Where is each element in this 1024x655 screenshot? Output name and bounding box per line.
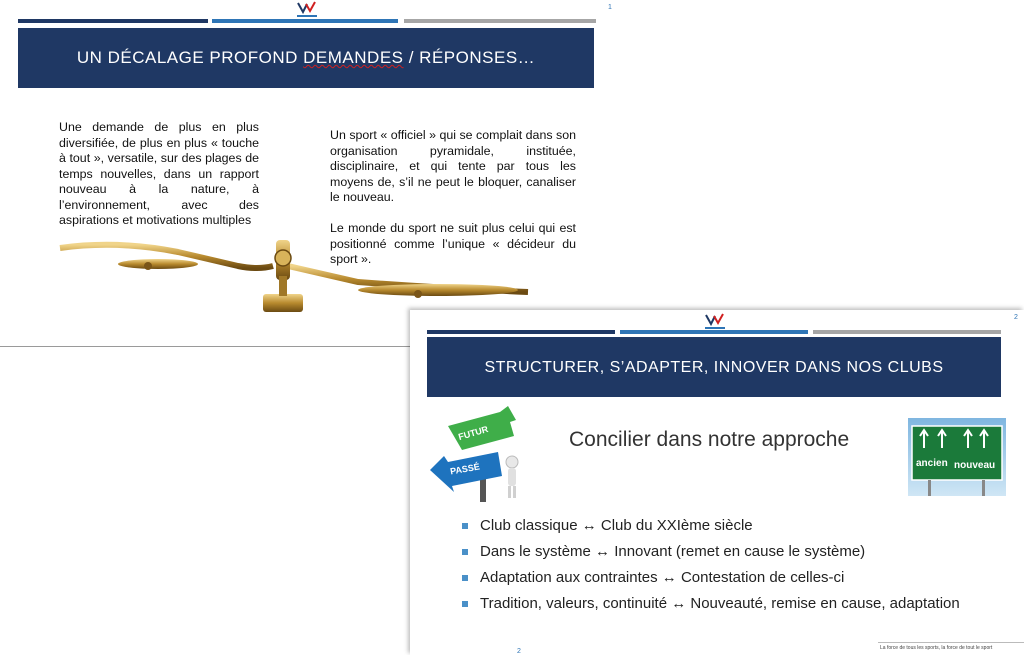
- page-number-top: 2: [1014, 314, 1018, 321]
- list-item: [462, 513, 960, 539]
- futur-label: FUTUR: [457, 423, 490, 443]
- slide-1[interactable]: [0, 0, 616, 346]
- right-paragraph-1: Un sport « officiel » qui se complait dans son organisation pyramidale, instituée, disciplinaire, et qui tente par tous les moyens de, s’il ne peut le bloquer, canaliser le nouveau.: [330, 128, 576, 204]
- top-bar-dark: [18, 19, 208, 23]
- footer-text: La force de tous les sports, la force de tout le sport: [880, 645, 993, 651]
- list-item: [462, 539, 960, 565]
- bullet-text: Tradition, valeurs, continuité ↔ Nouveauté, remise en cause, adaptation: [480, 595, 960, 612]
- footer-rule: [878, 642, 1024, 643]
- list-item: [462, 591, 960, 617]
- slide-title: [18, 28, 594, 88]
- bullet-text: Club classique ↔ Club du XXIème siècle: [480, 517, 753, 534]
- bullet-list: [462, 513, 960, 617]
- road-sign-image: [908, 418, 1006, 496]
- road-sign-nouveau: nouveau: [954, 460, 996, 471]
- slide-2[interactable]: [410, 310, 1024, 655]
- top-bar-gray: [404, 19, 596, 23]
- bullet-square-icon: [462, 523, 468, 529]
- road-sign-ancien: ancien: [916, 458, 948, 469]
- top-bar-dark: [427, 330, 615, 334]
- slide-title: STRUCTURER, S’ADAPTER, INNOVER DANS NOS CLUBS: [427, 337, 1001, 397]
- futur-passe-arrows-image: [428, 404, 526, 506]
- bullet-square-icon: [462, 549, 468, 555]
- left-paragraph: Une demande de plus en plus diversifiée, de plus en plus « touche à tout », versatile, sur des plages de temps nouvelles, dans un rapport nouveau à la nature, à l’environnement, avec des aspirations et motivations multiples: [59, 120, 259, 227]
- list-item: [462, 565, 960, 591]
- page-number: 1: [608, 4, 612, 11]
- passe-label: PASSÉ: [449, 461, 481, 477]
- title-underlined-word: DEMANDES: [303, 48, 404, 67]
- top-bar-gray: [813, 330, 1001, 334]
- title-part-1: UN DÉCALAGE PROFOND: [76, 48, 304, 67]
- page-number-bottom: 2: [517, 648, 521, 655]
- federation-logo-icon: [702, 312, 728, 332]
- right-paragraph-2: Le monde du sport ne suit plus celui qui est positionné comme l’unique « décideur du sport ».: [330, 221, 576, 266]
- subtitle: Concilier dans notre approche: [569, 428, 850, 451]
- bullet-text: Adaptation aux contraintes ↔ Contestation de celles-ci: [480, 569, 845, 586]
- bullet-square-icon: [462, 575, 468, 581]
- federation-logo-icon: [294, 0, 320, 20]
- bullet-square-icon: [462, 601, 468, 607]
- bullet-text: Dans le système ↔ Innovant (remet en cause le système): [480, 543, 866, 560]
- slide-divider: [0, 346, 410, 347]
- balance-scale-image: [58, 236, 530, 314]
- title-part-2: / RÉPONSES…: [403, 48, 536, 67]
